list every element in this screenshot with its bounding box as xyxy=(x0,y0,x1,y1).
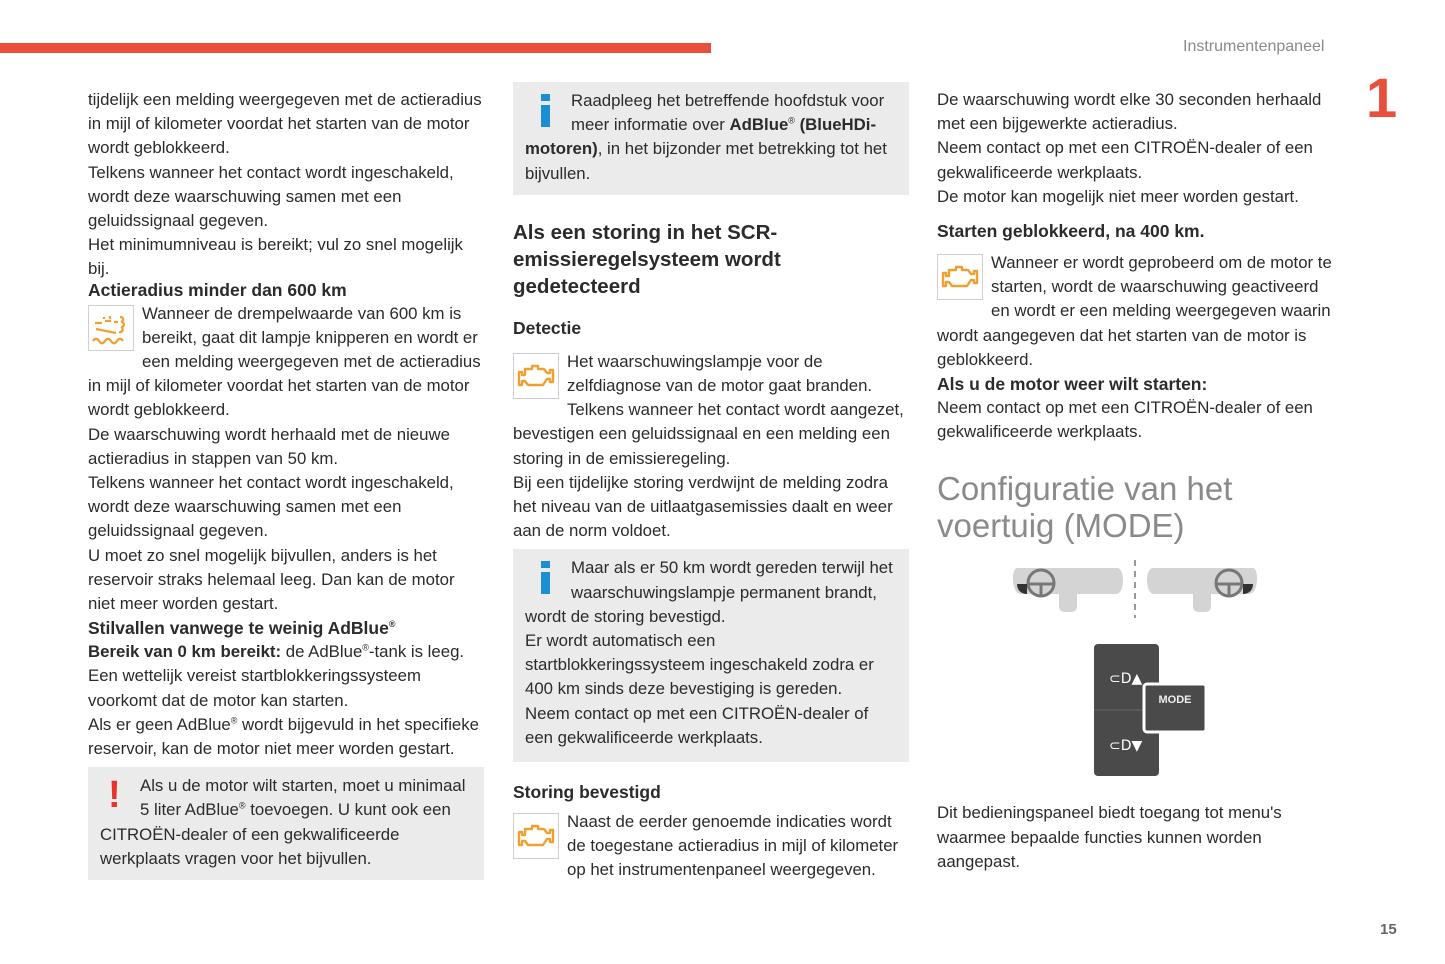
engine-warning-icon xyxy=(937,254,983,300)
paragraph: Het minimumniveau is bereikt; vul zo snel mogelijk bij. xyxy=(88,235,463,279)
registered-mark: ® xyxy=(238,800,246,811)
section-title: Instrumentenpaneel xyxy=(1183,38,1325,55)
engine-warning-icon xyxy=(513,353,559,399)
text: wordt bijgevuld in het specifieke reservoir, kan de motor niet meer worden gestart. xyxy=(88,714,479,759)
paragraph: Het waarschuwingslampje voor de zelfdiagnose van de motor gaat branden. xyxy=(567,351,873,396)
text: toevoegen. U kunt ook een CITROËN-dealer of een gekwalificeerde werkplaats vragen voor het bijvullen. xyxy=(100,800,451,868)
section-title-large: Configuratie van het voertuig (MODE) xyxy=(937,470,1233,545)
info-icon xyxy=(535,94,561,134)
info-text xyxy=(525,89,897,186)
info-text: Neem contact op met een CITROËN-dealer of een gekwalificeerde werkplaats. xyxy=(525,703,869,747)
registered-mark: ® xyxy=(362,642,369,653)
subheading: Actieradius minder dan 600 km xyxy=(88,279,347,300)
subheading: Als u de motor weer wilt starten: xyxy=(937,374,1208,395)
info-box xyxy=(513,549,909,762)
subheading xyxy=(88,616,484,640)
info-text: Maar als er 50 km wordt gereden terwijl het waarschuwingslampje permanent brandt, wordt de storing bevestigd. xyxy=(525,558,893,626)
engine-warning-icon xyxy=(513,813,559,859)
subheading: Detectie xyxy=(513,317,582,338)
bold-lead: Bereik van 0 km bereikt: xyxy=(88,642,282,662)
svg-text:⊂D▼: ⊂D▼ xyxy=(1109,738,1143,755)
warning-text xyxy=(100,774,472,871)
paragraph: Wanneer er wordt geprobeerd om de motor te starten, wordt de waarschuwing geactiveerd en wordt er een melding weergegeven waarin wordt aangegeven dat het starten van de motor is geblokkeerd. xyxy=(937,253,1332,369)
paragraph: De motor kan mogelijk niet meer worden gestart. xyxy=(937,186,1299,206)
header-accent-bar xyxy=(0,43,711,53)
paragraph: Bij een tijdelijke storing verdwijnt de melding zodra het niveau van de uitlaatgasemissies daalt en weer aan de norm voldoet. xyxy=(513,472,893,541)
dashboard-illustration xyxy=(937,556,1333,801)
paragraph: tijdelijk een melding weergegeven met de actieradius in mijl of kilometer voordat het starten van de motor wordt geblokkeerd. xyxy=(88,90,482,158)
chapter-number: 1 xyxy=(1366,66,1398,129)
paragraph: Telkens wanneer het contact wordt aangezet, bevestigen een geluidssignaal en een melding een storing in de emissieregeling. xyxy=(513,400,904,468)
text: (BlueHDi-motoren) xyxy=(525,115,877,159)
paragraph: Dit bedieningspaneel biedt toegang tot menu's waarmee bepaalde functies kunnen worden aangepast. xyxy=(937,803,1282,871)
paragraph: Telkens wanneer het contact wordt ingeschakeld, wordt deze waarschuwing samen met een geluidssignaal gegeven. xyxy=(88,162,454,231)
mode-illustration xyxy=(937,556,1333,801)
paragraph: De waarschuwing wordt elke 30 seconden herhaald met een bijgewerkte actieradius. xyxy=(937,90,1322,134)
section-heading: Als een storing in het SCR-emissieregelsysteem wordt gedetecteerd xyxy=(513,220,781,298)
paragraph: De waarschuwing wordt herhaald met de nieuwe actieradius in stappen van 50 km. xyxy=(88,424,450,468)
page-number: 15 xyxy=(1380,921,1397,938)
info-text: Er wordt automatisch een startblokkeringssysteem ingeschakeld zodra er 400 km sinds deze bevestiging is gereden. xyxy=(525,631,874,699)
svg-text:⊂D▲: ⊂D▲ xyxy=(1109,671,1143,688)
column-3 xyxy=(937,88,1333,874)
text: , in het bijzonder met betrekking tot het bijvullen. xyxy=(525,139,887,183)
text: de AdBlue xyxy=(281,642,363,662)
column-1 xyxy=(88,88,484,880)
info-box xyxy=(513,82,909,195)
adblue-warning-icon xyxy=(88,305,134,351)
paragraph: Neem contact op met een CITROËN-dealer of een gekwalificeerde werkplaats. xyxy=(937,138,1313,182)
paragraph xyxy=(88,640,484,713)
text: Als er geen AdBlue xyxy=(88,714,231,734)
registered-mark: ® xyxy=(388,619,396,630)
text: Raadpleeg het betreffende hoofdstuk voor meer informatie over xyxy=(571,91,885,135)
text: Als u de motor wilt starten, moet u minimaal 5 liter AdBlue xyxy=(140,776,466,820)
info-icon xyxy=(535,561,561,601)
paragraph: U moet zo snel mogelijk bijvullen, anders is het reservoir straks helemaal leeg. Dan kan de motor niet meer worden gestart. xyxy=(88,545,455,614)
paragraph: Telkens wanneer het contact wordt ingeschakeld, wordt deze waarschuwing samen met een geluidssignaal gegeven. xyxy=(88,473,454,541)
warning-box xyxy=(88,767,484,880)
mode-button: MODE xyxy=(1158,694,1192,707)
subheading-text: Stilvallen vanwege te weinig AdBlue xyxy=(88,618,389,639)
text: -tank is leeg. Een wettelijk vereist startblokkeringssysteem voorkomt dat de motor kan starten. xyxy=(88,642,465,710)
exclamation-icon: ! xyxy=(108,774,121,817)
subheading: Storing bevestigd xyxy=(513,782,661,803)
paragraph: Wanneer de drempelwaarde van 600 km is bereikt, gaat dit lampje knipperen en wordt er een melding weergegeven met de actieradius in mijl of kilometer voordat het starten van de motor wordt geblokkeerd. xyxy=(88,303,481,420)
column-2 xyxy=(513,82,909,883)
registered-mark: ® xyxy=(788,115,795,126)
subheading: Starten geblokkeerd, na 400 km. xyxy=(937,221,1205,242)
paragraph: Neem contact op met een CITROËN-dealer of een gekwalificeerde werkplaats. xyxy=(937,398,1313,442)
paragraph xyxy=(88,713,484,761)
registered-mark: ® xyxy=(230,715,238,726)
text: AdBlue xyxy=(729,115,789,135)
paragraph: Naast de eerder genoemde indicaties wordt de toegestane actieradius in mijl of kilometer op het instrumentenpaneel weergegeven. xyxy=(567,812,899,880)
